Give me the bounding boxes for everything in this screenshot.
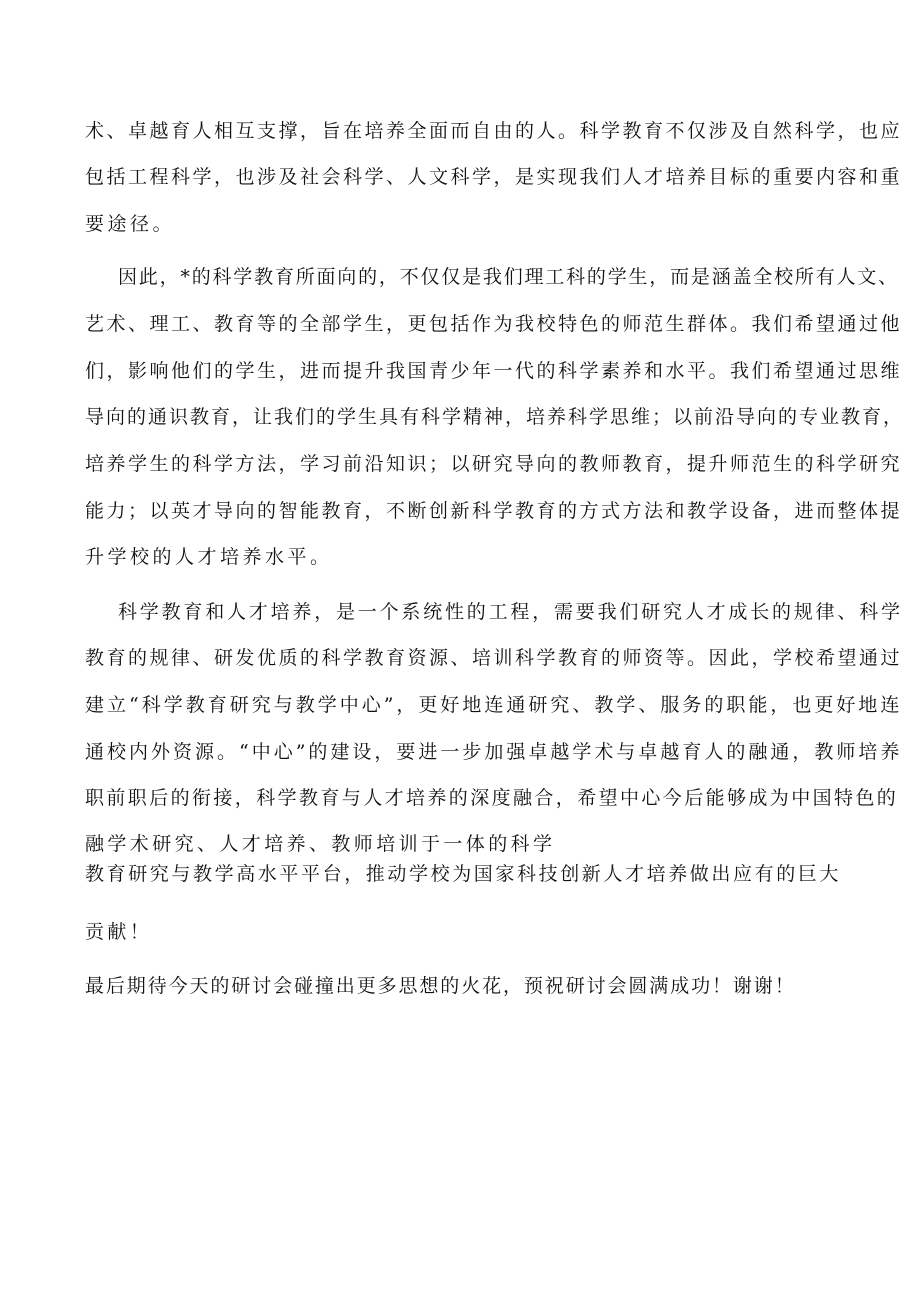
paragraph-2-line-2: 艺术、理工、教育等的全部学生，更包括作为我校特色的师范生群体。我们希望通过他 <box>85 313 903 335</box>
paragraph-3-line-7: 教育研究与教学高水平平台，推动学校为国家科技创新人才培养做出应有的巨大 <box>85 863 842 885</box>
paragraph-3-line-6: 融学术研究、人才培养、教师培训于一体的科学 <box>85 833 556 855</box>
paragraph-2-line-1: 因此，*的科学教育所面向的，不仅仅是我们理工科的学生，而是涵盖全校所有人文、 <box>118 266 899 288</box>
paragraph-3-line-5: 职前职后的衔接，科学教育与人才培养的深度融合，希望中心今后能够成为中国特色的 <box>85 787 899 809</box>
paragraph-2-line-6: 能力；以英才导向的智能教育，不断创新科学教育的方式方法和教学设备，进而整体提 <box>85 500 903 522</box>
paragraph-2-line-4: 导向的通识教育，让我们的学生具有科学精神，培养科学思维；以前沿导向的专业教育， <box>85 406 905 428</box>
paragraph-3-line-4: 通校内外资源。“中心”的建设，要进一步加强卓越学术与卓越育人的融通，教师培养 <box>85 741 903 763</box>
paragraph-3-line-3: 建立“科学教育研究与教学中心”，更好地连通研究、教学、服务的职能，也更好地连 <box>85 694 903 716</box>
paragraph-2-line-3: 们，影响他们的学生，进而提升我国青少年一代的科学素养和水平。我们希望通过思维 <box>85 360 903 382</box>
paragraph-2-line-7: 升学校的人才培养水平。 <box>85 546 333 568</box>
paragraph-3-line-2: 教育的规律、研发优质的科学教育资源、培训科学教育的师资等。因此，学校希望通过 <box>85 647 903 669</box>
paragraph-3-line-1: 科学教育和人才培养，是一个系统性的工程，需要我们研究人才成长的规律、科学 <box>118 601 903 623</box>
paragraph-1-line-1: 术、卓越育人相互支撑，旨在培养全面而自由的人。科学教育不仅涉及自然科学，也应 <box>85 120 903 142</box>
paragraph-3-line-8: 贡献！ <box>85 921 153 943</box>
closing-line: 最后期待今天的研讨会碰撞出更多思想的火花，预祝研讨会圆满成功！谢谢！ <box>85 975 796 997</box>
paragraph-1-line-2: 包括工程科学，也涉及社会科学、人文科学，是实现我们人才培养目标的重要内容和重 <box>85 166 903 188</box>
paragraph-1-line-3: 要途径。 <box>85 213 176 235</box>
paragraph-2-line-5: 培养学生的科学方法，学习前沿知识；以研究导向的教师教育，提升师范生的科学研究 <box>85 453 903 475</box>
